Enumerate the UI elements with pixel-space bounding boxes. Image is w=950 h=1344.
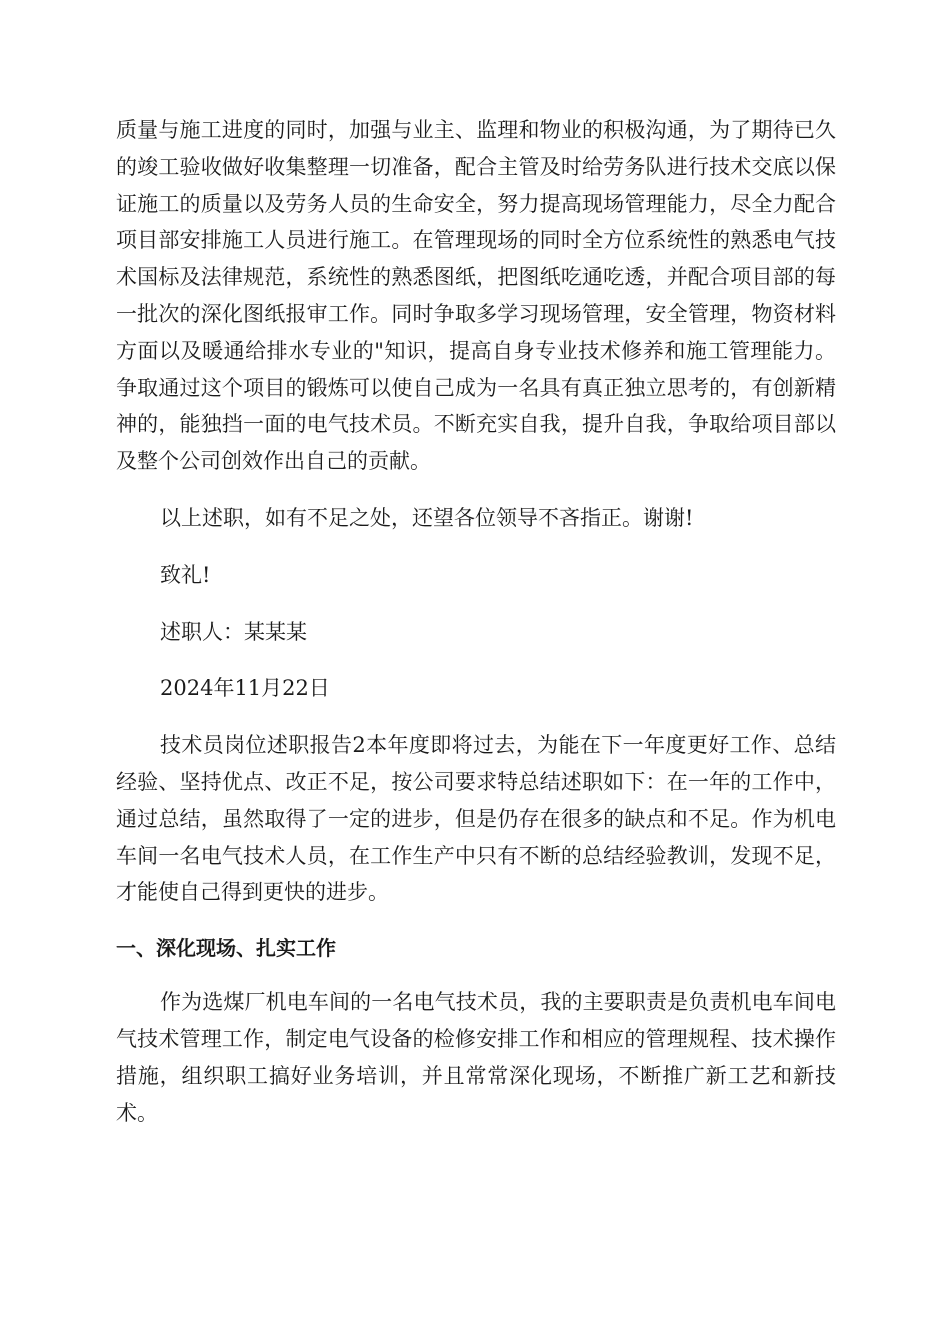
paragraph-continuation: 质量与施工进度的同时，加强与业主、监理和物业的积极沟通，为了期待已久的竣工验收做好收集整理一切准备，配合主管及时给劳务队进行技术交底以保证施工的质量以及劳务人员的生命安全，努力提高现场管理能力，尽全力配合项目部安排施工人员进行施工。在管理现场的同时全方位系统性的熟悉电气技术国标及法律规范，系统性的熟悉图纸，把图纸吃通吃透，并配合项目部的每一批次的深化图纸报审工作。同时争取多学习现场管理，安全管理，物资材料方面以及暖通给排水专业的"知识，提高自身专业技术修养和施工管理能力。争取通过这个项目的锻炼可以使自己成为一名具有真正独立思考的，有创新精神的，能独挡一面的电气技术员。不断充实自我，提升自我，争取给项目部以及整个公司创效作出自己的贡献。	[116, 118, 836, 474]
closing-remark: 以上述职，如有不足之处，还望各位领导不吝指正。谢谢!	[160, 505, 694, 530]
salutation: 致礼!	[160, 562, 211, 587]
paragraph-section1-body: 作为选煤厂机电车间的一名电气技术员，我的主要职责是负责机电车间电气技术管理工作，制定电气设备的检修安排工作和相应的管理规程、技术操作措施，组织职工搞好业务培训，并且常常深化现场，不断推广新工艺和新技术。	[116, 990, 836, 1125]
document-body	[116, 112, 836, 1131]
section-heading: 一、深化现场、扎实工作	[116, 936, 336, 961]
signature-line: 述职人：某某某	[160, 619, 307, 644]
paragraph-report2-intro: 技术员岗位述职报告2本年度即将过去，为能在下一年度更好工作、总结经验、坚持优点、改正不足，按公司要求特总结述职如下：在一年的工作中，通过总结，虽然取得了一定的进步，但是仍存在很多的缺点和不足。作为机电车间一名电气技术人员，在工作生产中只有不断的总结经验教训，发现不足，才能使自己得到更快的进步。	[116, 733, 836, 905]
date-line: 2024年11月22日	[160, 676, 330, 701]
